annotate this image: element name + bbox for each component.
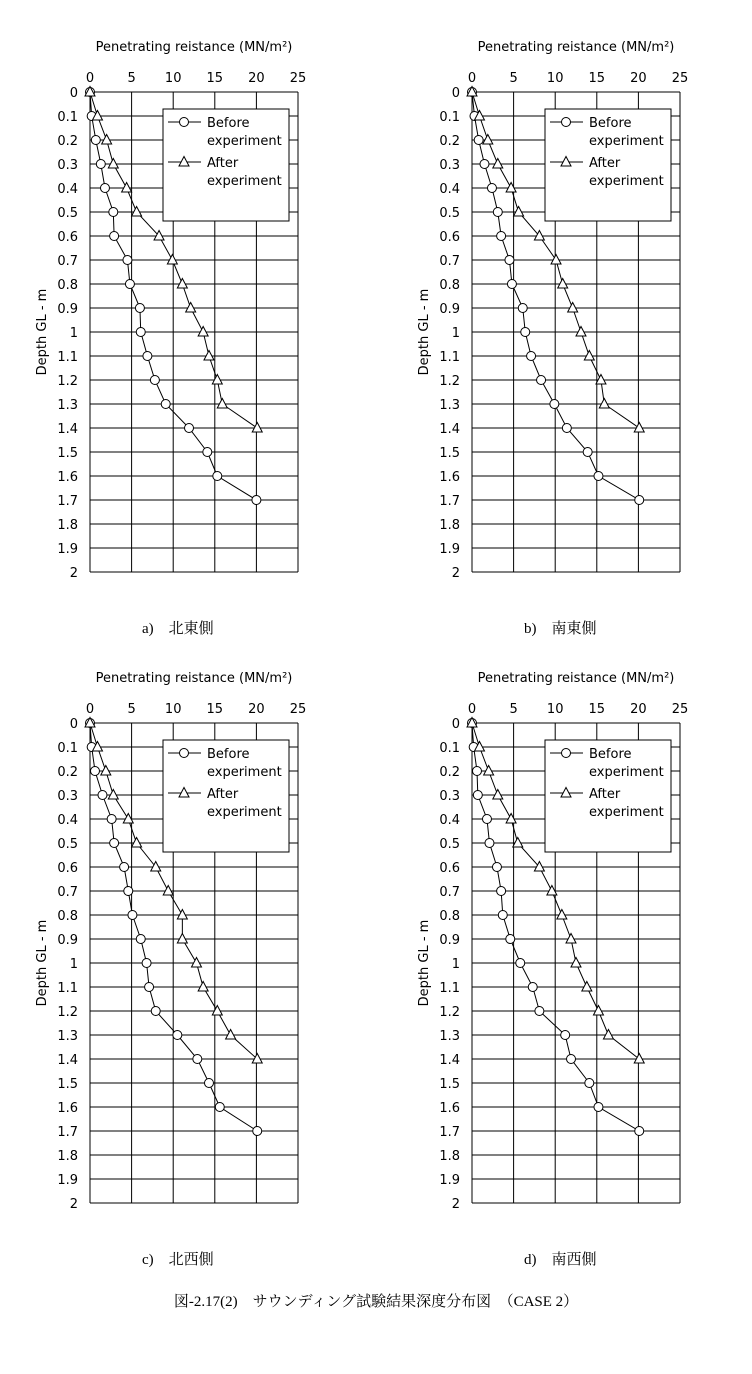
data-point-before: [151, 1007, 160, 1016]
y-tick-label: 0.8: [57, 909, 78, 924]
y-tick-label: 1.1: [57, 350, 78, 365]
x-tick-label: 0: [467, 702, 477, 717]
data-point-after: [191, 958, 201, 968]
x-tick-label: 25: [289, 71, 307, 86]
x-tick-label: 15: [206, 702, 224, 717]
legend-label: experiment: [207, 134, 282, 149]
y-tick-label: 1: [69, 957, 78, 972]
data-point-after: [108, 790, 118, 800]
y-tick-label: 0.1: [439, 110, 460, 125]
y-tick-label: 0.3: [57, 789, 78, 804]
data-point-before: [497, 887, 506, 896]
y-tick-label: 1.8: [57, 1149, 78, 1164]
data-point-before: [145, 983, 154, 992]
data-point-after: [167, 255, 177, 265]
y-tick-label: 1.8: [439, 1149, 460, 1164]
data-point-before: [185, 424, 194, 433]
legend-label: experiment: [207, 174, 282, 189]
y-tick-label: 0.6: [439, 230, 460, 245]
data-point-before: [583, 448, 592, 457]
y-tick-label: 2: [69, 1197, 78, 1212]
y-tick-label: 1.2: [439, 374, 460, 389]
data-point-before: [635, 496, 644, 505]
data-point-before: [150, 376, 159, 385]
data-point-after: [599, 399, 609, 409]
y-tick-label: 0.9: [439, 933, 460, 948]
data-point-before: [562, 424, 571, 433]
legend-label: Before: [207, 116, 250, 131]
y-tick-label: 0.7: [439, 254, 460, 269]
x-axis-title: Penetrating reistance (MN/m²): [477, 671, 675, 686]
y-tick-label: 0.2: [439, 765, 460, 780]
data-point-before: [473, 791, 482, 800]
y-tick-label: 0.5: [57, 837, 78, 852]
y-tick-label: 1.3: [439, 398, 460, 413]
y-tick-label: 1.6: [439, 470, 460, 485]
data-point-before: [498, 911, 507, 920]
data-point-after: [252, 1054, 262, 1064]
y-tick-label: 0.7: [57, 885, 78, 900]
chart-a: [0, 25, 360, 625]
data-point-before: [518, 304, 527, 313]
data-point-before: [253, 1127, 262, 1136]
chart-d: [382, 656, 742, 1256]
y-tick-label: 0.2: [439, 134, 460, 149]
data-point-before: [528, 983, 537, 992]
data-point-before: [213, 472, 222, 481]
data-point-before: [482, 815, 491, 824]
data-point-after: [122, 183, 132, 193]
chart-caption: d) 南西側: [524, 1252, 597, 1268]
legend-label: Before: [207, 747, 250, 762]
y-tick-label: 1.4: [439, 1053, 460, 1068]
data-point-before: [537, 376, 546, 385]
y-tick-label: 0: [451, 86, 460, 101]
y-tick-label: 0.5: [57, 206, 78, 221]
y-tick-label: 1.2: [57, 374, 78, 389]
data-point-after: [584, 351, 594, 361]
y-tick-label: 1.8: [439, 518, 460, 533]
data-point-after: [593, 1006, 603, 1016]
data-point-after: [506, 814, 516, 824]
y-tick-label: 0.8: [57, 278, 78, 293]
data-point-after: [568, 303, 578, 313]
y-tick-label: 0.6: [439, 861, 460, 876]
data-point-before: [90, 767, 99, 776]
data-point-after: [493, 790, 503, 800]
legend-label: Before: [589, 747, 632, 762]
y-tick-label: 0.8: [439, 278, 460, 293]
y-tick-label: 1.1: [439, 981, 460, 996]
y-tick-label: 0.3: [439, 158, 460, 173]
x-tick-label: 5: [509, 71, 518, 86]
x-tick-label: 25: [671, 702, 689, 717]
data-point-before: [567, 1055, 576, 1064]
y-tick-label: 0: [451, 717, 460, 732]
y-tick-label: 0.7: [439, 885, 460, 900]
y-tick-label: 0.2: [57, 765, 78, 780]
data-point-before: [143, 352, 152, 361]
data-point-after: [513, 838, 523, 848]
y-axis-title: Depth GL - m: [417, 288, 432, 376]
x-tick-label: 5: [127, 702, 136, 717]
y-tick-label: 1.5: [439, 446, 460, 461]
data-point-before: [125, 280, 134, 289]
data-point-after: [571, 958, 581, 968]
legend-label: After: [207, 787, 239, 802]
y-tick-label: 1.6: [57, 1101, 78, 1116]
x-tick-label: 10: [546, 702, 564, 717]
data-point-after: [212, 375, 222, 385]
data-point-after: [551, 255, 561, 265]
y-tick-label: 1.3: [57, 398, 78, 413]
data-point-before: [506, 935, 515, 944]
y-axis-title: Depth GL - m: [35, 288, 50, 376]
data-point-before: [161, 400, 170, 409]
y-tick-label: 1.2: [439, 1005, 460, 1020]
data-point-before: [173, 1031, 182, 1040]
data-point-after: [217, 399, 227, 409]
chart-caption: c) 北西側: [142, 1252, 214, 1268]
legend-marker-circle: [562, 749, 571, 758]
y-tick-label: 0.1: [57, 741, 78, 756]
y-tick-label: 1.6: [57, 470, 78, 485]
data-point-before: [594, 1103, 603, 1112]
y-tick-label: 1.1: [57, 981, 78, 996]
y-tick-label: 1.3: [439, 1029, 460, 1044]
y-tick-label: 1: [451, 326, 460, 341]
y-tick-label: 0.5: [439, 837, 460, 852]
data-point-after: [514, 207, 524, 217]
data-point-after: [634, 423, 644, 433]
data-point-after: [226, 1030, 236, 1040]
legend-label: experiment: [207, 765, 282, 780]
y-tick-label: 0.4: [57, 182, 78, 197]
data-point-after: [102, 135, 112, 145]
y-tick-label: 0.1: [57, 110, 78, 125]
data-point-before: [550, 400, 559, 409]
data-point-before: [98, 791, 107, 800]
data-point-after: [558, 279, 568, 289]
x-axis-title: Penetrating reistance (MN/m²): [477, 40, 675, 55]
data-point-before: [472, 767, 481, 776]
data-point-before: [585, 1079, 594, 1088]
data-point-before: [492, 863, 501, 872]
x-tick-label: 25: [671, 71, 689, 86]
x-tick-label: 0: [467, 71, 477, 86]
x-tick-label: 15: [588, 71, 606, 86]
legend-marker-circle: [562, 118, 571, 127]
y-tick-label: 1.7: [57, 1125, 78, 1140]
y-axis-title: Depth GL - m: [35, 919, 50, 1007]
y-tick-label: 1.1: [439, 350, 460, 365]
y-tick-label: 1.6: [439, 1101, 460, 1116]
x-tick-label: 10: [164, 702, 182, 717]
data-point-before: [203, 448, 212, 457]
y-tick-label: 0.8: [439, 909, 460, 924]
y-tick-label: 0.6: [57, 861, 78, 876]
y-tick-label: 1.7: [439, 1125, 460, 1140]
data-point-before: [110, 232, 119, 241]
chart-panel-d: [382, 656, 742, 1296]
y-tick-label: 0.9: [57, 302, 78, 317]
y-tick-label: 0.3: [439, 789, 460, 804]
data-point-before: [527, 352, 536, 361]
y-tick-label: 1.5: [439, 1077, 460, 1092]
data-point-before: [215, 1103, 224, 1112]
y-tick-label: 1.7: [57, 494, 78, 509]
y-tick-label: 0.7: [57, 254, 78, 269]
y-tick-label: 0.1: [439, 741, 460, 756]
data-point-before: [507, 280, 516, 289]
x-tick-label: 0: [85, 71, 95, 86]
data-point-before: [110, 839, 119, 848]
y-tick-label: 0.4: [57, 813, 78, 828]
data-point-before: [96, 160, 105, 169]
figure-caption: 図-2.17(2) サウンディング試験結果深度分布図 （CASE 2）: [173, 1294, 579, 1310]
x-tick-label: 20: [630, 71, 647, 86]
x-tick-label: 20: [248, 702, 265, 717]
data-point-before: [594, 472, 603, 481]
legend-marker-circle: [180, 118, 189, 127]
data-point-before: [474, 136, 483, 145]
data-point-before: [135, 304, 144, 313]
data-point-before: [193, 1055, 202, 1064]
x-tick-label: 10: [546, 71, 564, 86]
y-tick-label: 2: [69, 566, 78, 581]
data-point-before: [107, 815, 116, 824]
data-point-after: [132, 207, 142, 217]
legend-label: experiment: [589, 174, 664, 189]
y-tick-label: 1.5: [57, 446, 78, 461]
y-tick-label: 2: [451, 566, 460, 581]
data-point-before: [91, 136, 100, 145]
data-point-after: [484, 766, 494, 776]
chart-panel-c: [0, 656, 360, 1296]
data-point-after: [198, 327, 208, 337]
x-tick-label: 5: [509, 702, 518, 717]
data-point-before: [485, 839, 494, 848]
legend-label: After: [589, 156, 621, 171]
legend-label: experiment: [589, 805, 664, 820]
data-point-before: [516, 959, 525, 968]
data-point-before: [561, 1031, 570, 1040]
data-point-before: [109, 208, 118, 217]
data-point-after: [506, 183, 516, 193]
legend-label: After: [589, 787, 621, 802]
y-tick-label: 1.9: [57, 1173, 78, 1188]
legend-label: After: [207, 156, 239, 171]
y-tick-label: 0.9: [57, 933, 78, 948]
data-point-after: [108, 159, 118, 169]
legend-label: Before: [589, 116, 632, 131]
y-tick-label: 1.4: [57, 1053, 78, 1068]
y-tick-label: 1.7: [439, 494, 460, 509]
y-tick-label: 1.4: [57, 422, 78, 437]
x-tick-label: 15: [206, 71, 224, 86]
data-point-after: [576, 327, 586, 337]
x-tick-label: 20: [248, 71, 265, 86]
data-point-before: [100, 184, 109, 193]
y-tick-label: 1.3: [57, 1029, 78, 1044]
data-point-before: [136, 328, 145, 337]
data-point-before: [128, 911, 137, 920]
data-point-after: [634, 1054, 644, 1064]
data-point-after: [252, 423, 262, 433]
y-tick-label: 1: [451, 957, 460, 972]
data-point-before: [521, 328, 530, 337]
x-tick-label: 15: [588, 702, 606, 717]
data-point-before: [123, 256, 132, 265]
x-axis-title: Penetrating reistance (MN/m²): [95, 40, 293, 55]
chart-panel-b: [382, 25, 742, 665]
data-point-after: [186, 303, 196, 313]
data-point-before: [120, 863, 129, 872]
y-tick-label: 2: [451, 1197, 460, 1212]
data-point-after: [198, 982, 208, 992]
y-tick-label: 1.9: [57, 542, 78, 557]
x-tick-label: 25: [289, 702, 307, 717]
y-tick-label: 0.5: [439, 206, 460, 221]
y-tick-label: 0: [69, 86, 78, 101]
data-point-after: [596, 375, 606, 385]
data-point-before: [505, 256, 514, 265]
y-tick-label: 1.9: [439, 1173, 460, 1188]
data-point-before: [487, 184, 496, 193]
data-point-after: [204, 351, 214, 361]
y-tick-label: 0.6: [57, 230, 78, 245]
x-tick-label: 20: [630, 702, 647, 717]
y-tick-label: 1.2: [57, 1005, 78, 1020]
legend-label: experiment: [207, 805, 282, 820]
data-point-after: [557, 910, 567, 920]
legend-label: experiment: [589, 765, 664, 780]
data-point-before: [635, 1127, 644, 1136]
chart-c: [0, 656, 360, 1256]
y-tick-label: 1.8: [57, 518, 78, 533]
data-point-before: [204, 1079, 213, 1088]
data-point-before: [480, 160, 489, 169]
y-tick-label: 1.4: [439, 422, 460, 437]
y-tick-label: 0.9: [439, 302, 460, 317]
y-axis-title: Depth GL - m: [417, 919, 432, 1007]
legend-marker-circle: [180, 749, 189, 758]
data-point-before: [142, 959, 151, 968]
data-point-before: [124, 887, 133, 896]
data-point-before: [497, 232, 506, 241]
data-point-before: [252, 496, 261, 505]
data-point-after: [483, 135, 493, 145]
data-point-after: [603, 1030, 613, 1040]
data-point-before: [493, 208, 502, 217]
data-point-after: [177, 279, 187, 289]
y-tick-label: 0: [69, 717, 78, 732]
y-tick-label: 1.5: [57, 1077, 78, 1092]
y-tick-label: 0.3: [57, 158, 78, 173]
y-tick-label: 1: [69, 326, 78, 341]
data-point-before: [535, 1007, 544, 1016]
y-tick-label: 0.2: [57, 134, 78, 149]
data-point-after: [212, 1006, 222, 1016]
y-tick-label: 0.4: [439, 182, 460, 197]
legend-label: experiment: [589, 134, 664, 149]
x-tick-label: 10: [164, 71, 182, 86]
chart-caption: a) 北東側: [142, 621, 214, 637]
data-point-after: [177, 910, 187, 920]
data-point-after: [163, 886, 173, 896]
x-tick-label: 5: [127, 71, 136, 86]
data-point-after: [582, 982, 592, 992]
data-point-after: [566, 934, 576, 944]
chart-caption: b) 南東側: [524, 621, 597, 637]
data-point-after: [493, 159, 503, 169]
data-point-after: [132, 838, 142, 848]
x-tick-label: 0: [85, 702, 95, 717]
data-point-after: [101, 766, 111, 776]
data-point-before: [136, 935, 145, 944]
data-point-after: [177, 934, 187, 944]
x-axis-title: Penetrating reistance (MN/m²): [95, 671, 293, 686]
y-tick-label: 0.4: [439, 813, 460, 828]
chart-b: [382, 25, 742, 625]
chart-panel-a: [0, 25, 360, 665]
y-tick-label: 1.9: [439, 542, 460, 557]
